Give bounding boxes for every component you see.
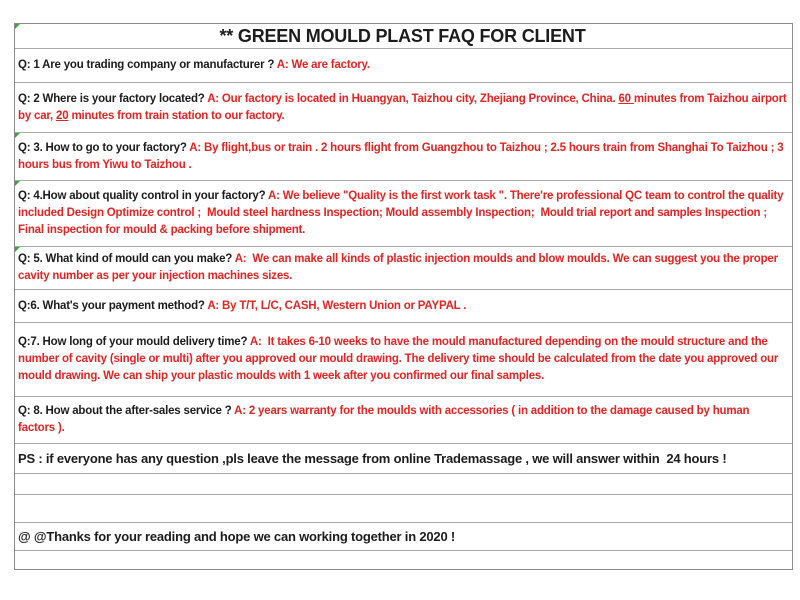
page-title: ** GREEN MOULD PLAST FAQ FOR CLIENT [219, 25, 586, 46]
question-q8: Q: 8. How about the after-sales service ? [18, 405, 235, 417]
faq-cell-q7 [18, 334, 787, 385]
question-q4: Q: 4.How about quality control in your factory? [18, 190, 269, 202]
faq-row-q3 [15, 133, 792, 181]
faq-row-q7 [15, 323, 792, 397]
answer-q2-part3: minutes from train station to our factory. [68, 109, 285, 122]
cell-flag-icon [15, 133, 20, 138]
answer-q1: A: We are factory. [276, 59, 370, 71]
faq-row-q1 [15, 49, 792, 83]
empty-row-1 [15, 474, 792, 495]
closing-note: @ @Thanks for your reading and hope we can working together in 2020 ! [18, 529, 456, 544]
answer-q2-part2: minutes from Taizhou airport by car, [18, 92, 790, 122]
faq-row-q4 [15, 181, 792, 247]
faq-cell-q8 [18, 403, 787, 437]
answer-q2-underline1: 60 [618, 92, 634, 105]
cell-flag-icon [15, 181, 20, 186]
faq-row-ps [15, 444, 792, 474]
faq-cell-q5 [18, 251, 787, 285]
cell-flag-icon [15, 24, 20, 29]
faq-cell-q6 [18, 298, 787, 315]
answer-q5: A: We can make all kinds of plastic injection moulds and blow moulds. We can suggest you the proper cavity number as per your injection machines sizes. [18, 253, 781, 282]
question-q6: Q:6. What's your payment method? [18, 299, 208, 312]
faq-row-q8 [15, 397, 792, 444]
cell-flag-icon [15, 247, 20, 252]
answer-q7: A: It takes 6-10 weeks to have the mould manufactured depending on the mould structure and the number of cavity (single or multi) after you approved our mould drawing. The delivery time should be calculated from the date you approved our mould drawing. We can ship your plastic moulds with 1 week after you confirmed our final samples. [18, 336, 782, 382]
faq-row-q6 [15, 290, 792, 323]
faq-row-title [15, 24, 792, 49]
question-q1: Q: 1 Are you trading company or manufacturer ? [18, 59, 277, 71]
answer-q6: A: By T/T, L/C, CASH, Western Union or PAYPAL . [207, 299, 467, 312]
empty-row-3 [15, 551, 792, 569]
faq-row-q5 [15, 247, 792, 290]
answer-q2-part1: A: Our factory is located in Huangyan, Taizhou city, Zhejiang Province, China. [207, 92, 619, 105]
faq-row-closing [15, 523, 792, 551]
faq-cell-q1 [18, 57, 787, 74]
ps-note: PS : if everyone has any question ,pls leave the message from online Trademassage , we will answer within 24 hours ! [18, 451, 727, 466]
faq-cell-q2 [18, 91, 790, 125]
empty-row-2 [15, 495, 792, 523]
answer-q4: A: We believe "Quality is the first work task ". There're professional QC team to control the quality included Design Optimize control ; Mould steel hardness Inspection; Mould assembly Inspection; Mould trial report and samples Inspection ; Final inspection for mould & packing before shipment. [18, 190, 787, 236]
faq-row-q2 [15, 83, 792, 133]
faq-table [14, 23, 793, 570]
answer-q2-underline2: 20 [56, 109, 69, 122]
answer-q3: A: By flight,bus or train . 2 hours flight from Guangzhou to Taizhou ; 2.5 hours train from Shanghai To Taizhou ; 3 hours bus from Yiwu to Taizhou . [18, 141, 787, 171]
faq-cell-q3 [18, 140, 787, 174]
answer-q8: A: 2 years warranty for the moulds with accessories ( in addition to the damage caused by human factors ). [18, 405, 753, 434]
question-q5: Q: 5. What kind of mould can you make? [18, 253, 235, 265]
question-q3: Q: 3. How to go to your factory? [18, 141, 190, 154]
question-q7: Q:7. How long of your mould delivery time? [18, 336, 250, 348]
question-q2: Q: 2 Where is your factory located? [18, 92, 208, 105]
faq-cell-q4 [18, 188, 787, 239]
